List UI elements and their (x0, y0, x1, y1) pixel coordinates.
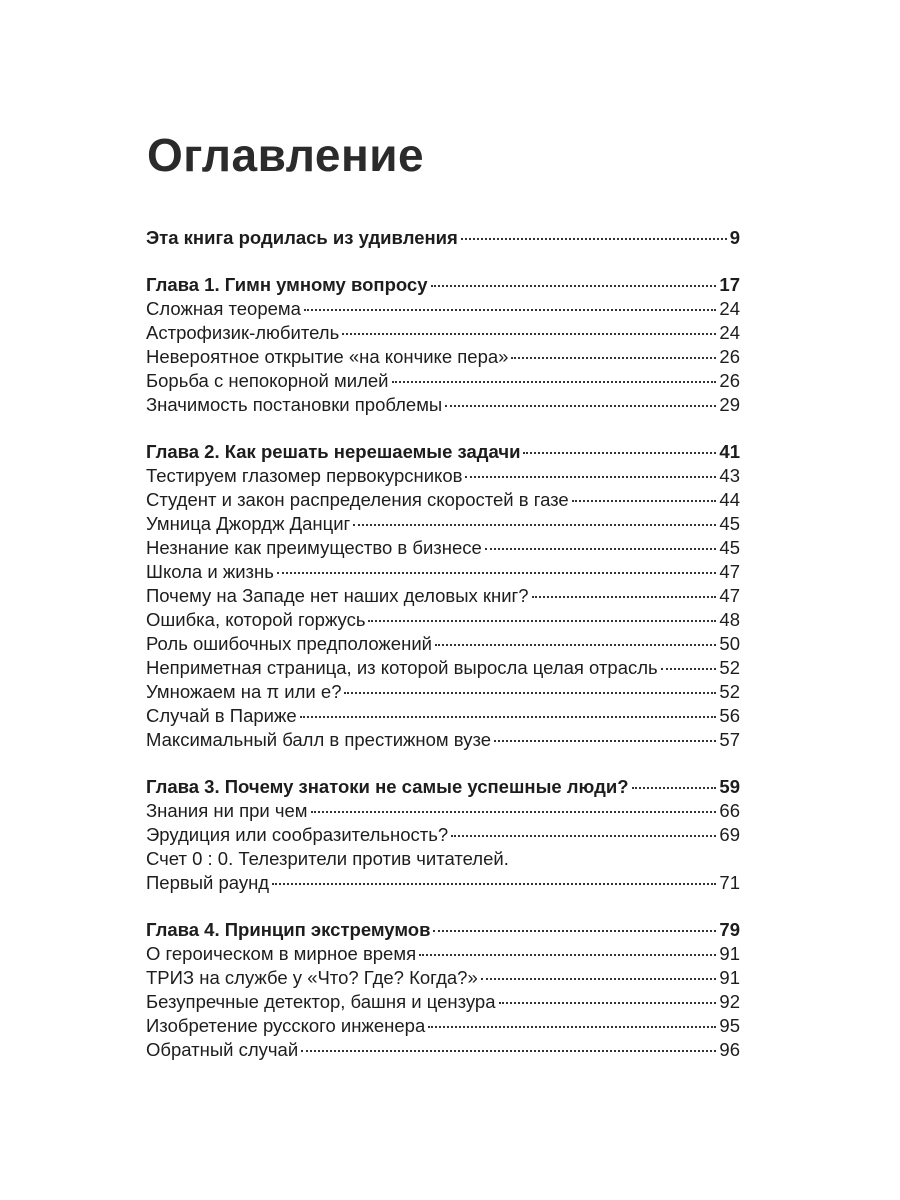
toc-item[interactable] (146, 799, 740, 823)
toc-entry-title: Астрофизик-любитель (146, 322, 340, 343)
toc-entry-title: Умножаем на π или e? (146, 681, 342, 702)
dot-leader (419, 954, 716, 956)
toc-item[interactable] (146, 728, 740, 752)
dot-leader (311, 811, 717, 813)
dot-leader (465, 476, 716, 478)
toc-entry-title: Борьба с непокорной милей (146, 370, 389, 391)
toc-entry-page: 48 (719, 609, 740, 630)
toc-entry-page: 56 (719, 705, 740, 726)
dot-leader (428, 1026, 716, 1028)
toc-item[interactable] (146, 536, 740, 560)
toc-entry-title: Роль ошибочных предположений (146, 633, 432, 654)
toc-entry-title: Невероятное открытие «на кончике пера» (146, 346, 509, 367)
toc-entry-title: Ошибка, которой горжусь (146, 609, 366, 630)
toc-entry-page: 91 (719, 943, 740, 964)
toc-entry-title: О героическом в мирное время (146, 943, 417, 964)
toc-entry-page: 92 (719, 991, 740, 1012)
toc-item[interactable] (146, 608, 740, 632)
toc-entry-title: Глава 3. Почему знатоки не самые успешные люди? (146, 776, 629, 797)
toc-entry-page: 24 (719, 298, 740, 319)
toc-entry-page: 29 (719, 394, 740, 415)
toc-entry-title: Тестируем глазомер первокурсников (146, 465, 463, 486)
toc-entry-title: Счет 0 : 0. Телезрители против читателей. (146, 848, 509, 869)
toc-entry-page: 43 (719, 465, 740, 486)
toc-entry-page: 57 (719, 729, 740, 750)
toc-entry-page: 50 (719, 633, 740, 654)
dot-leader (392, 381, 717, 383)
toc-entry-title: Изобретение русского инженера (146, 1015, 426, 1036)
toc-item[interactable] (146, 632, 740, 656)
dot-leader (344, 692, 716, 694)
dot-leader (461, 238, 727, 240)
toc-item[interactable] (146, 823, 740, 847)
toc-item[interactable] (146, 1014, 740, 1038)
toc-item[interactable] (146, 297, 740, 321)
toc-item[interactable] (146, 345, 740, 369)
dot-leader (304, 309, 717, 311)
toc-entry-page: 52 (719, 657, 740, 678)
dot-leader (494, 740, 716, 742)
toc-entry-page: 26 (719, 346, 740, 367)
toc-entry-title: Студент и закон распределения скоростей в газе (146, 489, 569, 510)
toc-entry-page: 79 (719, 919, 740, 940)
dot-leader (431, 285, 717, 287)
toc-entry-title: Глава 4. Принцип экстремумов (146, 919, 431, 940)
toc-entry-title: Эта книга родилась из удивления (146, 227, 458, 248)
toc-entry-page: 96 (719, 1039, 740, 1060)
toc-entry-page: 47 (719, 585, 740, 606)
toc-entry-page: 24 (719, 322, 740, 343)
dot-leader (661, 668, 717, 670)
dot-leader (277, 572, 717, 574)
table-of-contents (146, 226, 740, 1062)
toc-item[interactable] (146, 512, 740, 536)
dot-leader (532, 596, 717, 598)
dot-leader (435, 644, 716, 646)
toc-entry-page: 45 (719, 537, 740, 558)
toc-entry-page: 45 (719, 513, 740, 534)
toc-entry-page: 41 (719, 441, 740, 462)
dot-leader (368, 620, 716, 622)
page-title: Оглавление (147, 129, 425, 181)
toc-entry-title: Умница Джордж Данциг (146, 513, 351, 534)
dot-leader (481, 978, 717, 980)
toc-entry-title: Глава 1. Гимн умному вопросу (146, 274, 428, 295)
toc-entry-title: Школа и жизнь (146, 561, 274, 582)
dot-leader (499, 1002, 717, 1004)
toc-item[interactable] (146, 488, 740, 512)
toc-entry-title: Максимальный балл в престижном вузе (146, 729, 492, 750)
toc-chapter-2[interactable] (146, 440, 740, 464)
toc-item[interactable] (146, 1038, 740, 1062)
toc-entry-page: 95 (719, 1015, 740, 1036)
toc-entry-title: Значимость постановки проблемы (146, 394, 443, 415)
toc-entry-page: 91 (719, 967, 740, 988)
dot-leader (433, 930, 716, 932)
dot-leader (511, 357, 716, 359)
toc-entry-title: Безупречные детектор, башня и цензура (146, 991, 496, 1012)
toc-entry-title: Случай в Париже (146, 705, 297, 726)
toc-item[interactable] (146, 966, 740, 990)
toc-entry-page: 17 (719, 274, 740, 295)
toc-entry-title: Почему на Западе нет наших деловых книг? (146, 585, 529, 606)
toc-entry-title-continuation: Первый раунд (146, 872, 270, 893)
toc-item[interactable] (146, 942, 740, 966)
toc-entry-page: 44 (719, 489, 740, 510)
dot-leader (632, 787, 717, 789)
toc-item[interactable] (146, 656, 740, 680)
dot-leader (451, 835, 716, 837)
toc-entry-title: Знания ни при чем (146, 800, 308, 821)
toc-entry-page: 71 (719, 872, 740, 893)
toc-chapter-1[interactable] (146, 273, 740, 297)
dot-leader (523, 452, 716, 454)
toc-item[interactable] (146, 369, 740, 393)
toc-item[interactable] (146, 990, 740, 1014)
toc-entry-page: 9 (729, 227, 740, 248)
toc-entry-title: Незнание как преимущество в бизнесе (146, 537, 482, 558)
toc-item[interactable] (146, 560, 740, 584)
dot-leader (272, 883, 716, 885)
toc-entry-page: 47 (719, 561, 740, 582)
toc-item[interactable] (146, 321, 740, 345)
toc-entry-preface[interactable] (146, 226, 740, 250)
toc-chapter-3[interactable] (146, 775, 740, 799)
toc-entry-title: Сложная теорема (146, 298, 301, 319)
toc-entry-page: 66 (719, 800, 740, 821)
toc-entry-page: 69 (719, 824, 740, 845)
toc-item[interactable] (146, 704, 740, 728)
toc-entry-title: Неприметная страница, из которой выросла целая отрасль (146, 657, 658, 678)
dot-leader (301, 1050, 716, 1052)
toc-entry-page: 52 (719, 681, 740, 702)
dot-leader (445, 405, 716, 407)
toc-entry-title: Эрудиция или сообразительность? (146, 824, 449, 845)
dot-leader (485, 548, 717, 550)
toc-entry-page: 26 (719, 370, 740, 391)
dot-leader (353, 524, 716, 526)
toc-item-second-line[interactable] (146, 871, 740, 895)
toc-entry-title: Обратный случай (146, 1039, 299, 1060)
toc-item[interactable] (146, 680, 740, 704)
dot-leader (300, 716, 717, 718)
toc-item[interactable] (146, 464, 740, 488)
dot-leader (572, 500, 717, 502)
toc-entry-title: ТРИЗ на службе у «Что? Где? Когда?» (146, 967, 478, 988)
toc-item[interactable] (146, 584, 740, 608)
toc-chapter-4[interactable] (146, 918, 740, 942)
dot-leader (342, 333, 716, 335)
toc-entry-page: 59 (719, 776, 740, 797)
toc-item[interactable] (146, 393, 740, 417)
toc-item-first-line[interactable] (146, 847, 740, 871)
toc-entry-title: Глава 2. Как решать нерешаемые задачи (146, 441, 521, 462)
